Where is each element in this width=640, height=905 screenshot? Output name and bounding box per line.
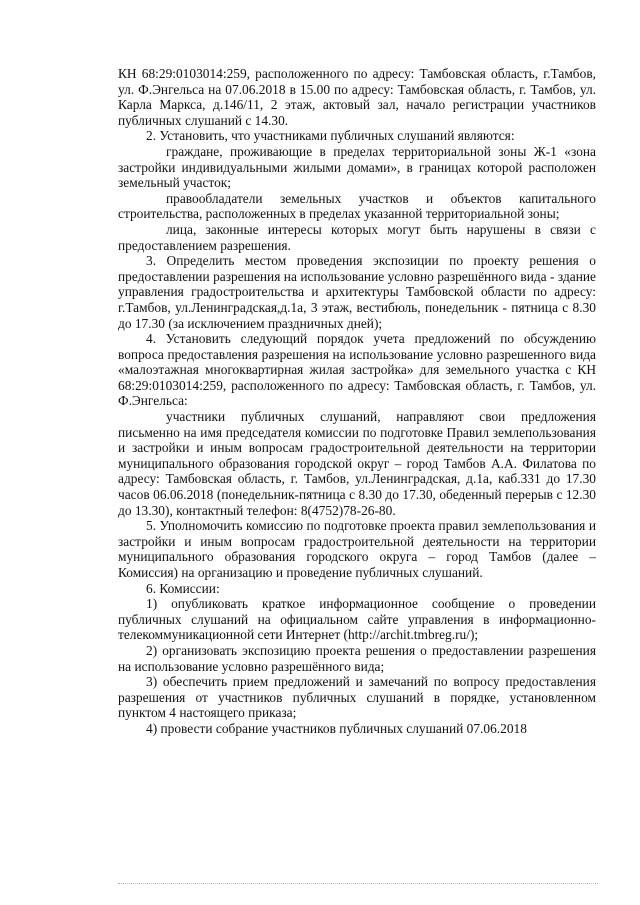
paragraph-subitem-4: 4) провести собрание участников публичных слушаний 07.06.2018	[146, 720, 527, 736]
paragraph-item-6: 6. Комиссии:	[146, 580, 220, 596]
paragraph-interested-persons: лица, законные интересы которых могут быть нарушены в связи с предоставлением разрешения.	[118, 221, 596, 253]
paragraph-subitem-2: 2) организовать экспозицию проекта решения о предоставлении разрешения на использование условно разрешённого вида;	[118, 642, 596, 674]
paragraph-citizens: граждане, проживающие в пределах территориальной зоны Ж-1 «зона застройки индивидуальными жилыми домами», в границах которой расположен земельный участок;	[118, 143, 596, 191]
document-body	[118, 66, 596, 737]
paragraph-item-4: 4. Установить следующий порядок учета предложений по обсуждению вопроса предоставления разрешения на использование условно разрешенного вида «малоэтажная многоквартирная жилая застройка» для земельного участка с КН 68:29:0103014:259, расположенного по адресу: Тамбовская область, г. Тамбов, ул. Ф.Энгельса:	[118, 331, 596, 409]
paragraph-subitem-3: 3) обеспечить прием предложений и замечаний по вопросу предоставления разрешения от участников публичных слушаний в порядке, установленном пунктом 4 настоящего приказа;	[118, 674, 596, 721]
paragraph-item-2: 2. Установить, что участниками публичных слушаний являются:	[146, 128, 515, 144]
paragraph-item-5: 5. Уполномочить комиссию по подготовке проекта правил землепользования и застройки и иным вопросам градостроительной деятельности на территории муниципального образования городского округа – город Тамбов (далее – Комиссия) на организацию и проведение публичных слушаний.	[118, 518, 596, 580]
paragraph-rightholders: правообладатели земельных участков и объектов капитального строительства, расположенных в пределах указанной территориальной зоны;	[118, 190, 596, 222]
paragraph-subitem-1: 1) опубликовать краткое информационное сообщение о проведении публичных слушаний на официальном сайте управления в информационно-телекоммуникационной сети Интернет (http://archit.tmbreg.ru/);	[118, 596, 596, 643]
paragraph-item-3: 3. Определить местом проведения экспозиции по проекту решения о предоставлении разрешения на использование условно разрешённого вида - здание управления градостроительства и архитектуры Тамбовской области по адресу: г.Тамбов, ул.Ленинградская,д.1а, 3 этаж, вестибюль, понедельник - пятница с 8.30 до 17.30 (за исключением праздничных дней);	[118, 253, 596, 331]
paragraph-participants: участники публичных слушаний, направляют свои предложения письменно на имя председателя комиссии по подготовке Правил землепользования и застройки и иным вопросам градостроительной деятельности на территории муниципального образования городской округ – город Тамбов А.А. Филатова по адресу: Тамбовская область, г. Тамбов, ул.Ленинградская, д.1а, каб.331 до 17.30 часов 06.06.2018 (понедельник-пятница с 8.30 до 17.30, обеденный перерыв с 12.30 до 13.30), контактный телефон: 8(4752)78-26-80.	[118, 409, 596, 518]
paragraph-continuation: КН 68:29:0103014:259, расположенного по адресу: Тамбовская область, г.Тамбов, ул. Ф.Энгельса на 07.06.2018 в 15.00 по адресу: Тамбовская область, г. Тамбов, ул. Карла Маркса, д.146/11, 2 этаж, актовый зал, начало регистрации участников публичных слушаний с 14.30.	[118, 66, 596, 128]
scan-edge-mark	[118, 883, 598, 884]
